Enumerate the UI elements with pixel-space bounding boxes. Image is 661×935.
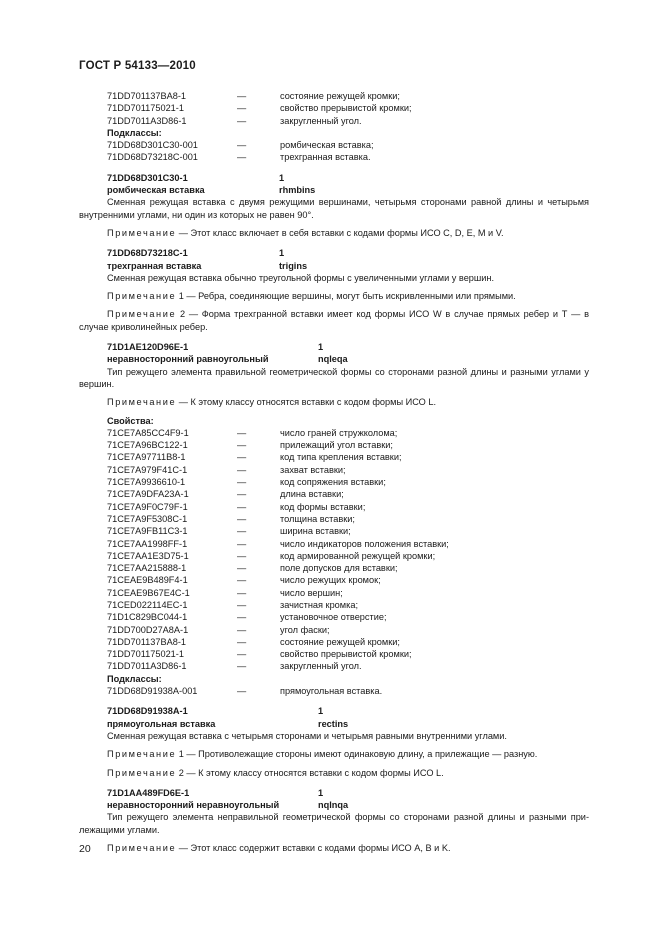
note bbox=[79, 290, 589, 302]
list-item-desc: захват вставки; bbox=[280, 464, 346, 475]
paragraph: Тип режущего элемента неправильной геометрической формы со сторонами разной длины и разными при-лежащими углами. bbox=[79, 812, 589, 835]
list-item bbox=[79, 685, 589, 697]
list-item-dash: — bbox=[237, 464, 247, 475]
list-item-dash: — bbox=[237, 661, 247, 672]
list-item bbox=[79, 624, 589, 636]
class-num: 1 bbox=[318, 342, 324, 353]
list-item-code: 71CE7A85CC4F9-1 bbox=[107, 427, 189, 438]
note bbox=[79, 396, 589, 408]
list-item-code: 71CE7AA215888-1 bbox=[107, 563, 187, 574]
document-body bbox=[79, 90, 589, 854]
class-abbr: nqlnqa bbox=[318, 800, 349, 811]
class-name: трехгранная вставка bbox=[107, 260, 202, 271]
list-item-code: 71CE7A9936610-1 bbox=[107, 477, 186, 488]
list-item bbox=[79, 562, 589, 574]
list-item bbox=[79, 599, 589, 611]
note-label: Примечание bbox=[107, 291, 177, 302]
class-entry-rhombic bbox=[79, 172, 589, 197]
list-item-code: 71D1C829BC044-1 bbox=[107, 612, 188, 623]
list-item-desc: закругленный угол. bbox=[280, 115, 362, 126]
list-item-code: 71CE7AA1998FF-1 bbox=[107, 538, 188, 549]
class-entry-scalene bbox=[79, 341, 589, 366]
list-item-dash: — bbox=[237, 489, 247, 500]
list-item-desc: трехгранная вставка. bbox=[280, 152, 371, 163]
class-abbr: nqleqa bbox=[318, 354, 348, 365]
list-item-dash: — bbox=[237, 612, 247, 623]
list-item-desc: код формы вставки; bbox=[280, 501, 366, 512]
list-item-code: 71DD7011A3D86-1 bbox=[107, 115, 187, 126]
page-number: 20 bbox=[79, 843, 91, 855]
document-header: ГОСТ Р 54133—2010 bbox=[79, 60, 196, 72]
list-item-code: 71CE7A979F41C-1 bbox=[107, 464, 188, 475]
list-item-code: 71CEAE9B489F4-1 bbox=[107, 575, 188, 586]
list-item-desc: код типа крепления вставки; bbox=[280, 452, 402, 463]
list-item-code: 71DD700D27A8A-1 bbox=[107, 624, 189, 635]
class-num: 1 bbox=[279, 248, 285, 259]
list-item bbox=[79, 427, 589, 439]
list-block1 bbox=[79, 90, 589, 127]
list-item-code: 71DD701175021-1 bbox=[107, 103, 184, 114]
list-item-desc: поле допусков для вставки; bbox=[280, 563, 398, 574]
class-code: 71DD68D301C30-1 bbox=[107, 172, 188, 183]
list-item-code: 71CE7A96BC122-1 bbox=[107, 440, 188, 451]
note-label: Примечание bbox=[107, 843, 177, 854]
list-item-desc: толщина вставки; bbox=[280, 513, 355, 524]
list-subclasses2 bbox=[79, 685, 589, 697]
list-subclasses1 bbox=[79, 139, 589, 164]
list-item-desc: число граней стружколома; bbox=[280, 427, 398, 438]
list-item-desc: ромбическая вставка; bbox=[280, 140, 374, 151]
class-entry-irregular bbox=[79, 787, 589, 812]
note bbox=[79, 748, 589, 760]
list-item-code: 71DD7011A3D86-1 bbox=[107, 661, 187, 672]
list-item-dash: — bbox=[237, 140, 247, 151]
note bbox=[79, 308, 589, 333]
paragraph: Сменная режущая вставка обычно треугольной формы с увеличенными углами у вершин. bbox=[107, 272, 495, 283]
list-item bbox=[79, 451, 589, 463]
list-item-code: 71CE7A9F0C79F-1 bbox=[107, 501, 188, 512]
list-item-dash: — bbox=[237, 103, 247, 114]
class-abbr: rectins bbox=[318, 718, 349, 729]
note-text: 1 — Противолежащие стороны имеют одинаковую длину, а прилежащие — разную. bbox=[178, 749, 538, 760]
note-text: 1 — Ребра, соединяющие вершины, могут быть искривленными или прямыми. bbox=[178, 291, 516, 302]
class-code: 71DD68D91938A-1 bbox=[107, 706, 188, 717]
list-item-code: 71DD701175021-1 bbox=[107, 649, 184, 660]
note-label: Примечание bbox=[107, 397, 177, 408]
list-item-dash: — bbox=[237, 686, 247, 697]
class-code: 71D1AA489FD6E-1 bbox=[107, 787, 190, 798]
list-item-dash: — bbox=[237, 636, 247, 647]
list-item bbox=[79, 636, 589, 648]
list-item-code: 71DD68D73218C-001 bbox=[107, 152, 198, 163]
list-item-code: 71CE7A9FB11C3-1 bbox=[107, 526, 188, 537]
list-item bbox=[79, 151, 589, 163]
list-item-dash: — bbox=[237, 440, 247, 451]
list-item-dash: — bbox=[237, 477, 247, 488]
list-item-dash: — bbox=[237, 427, 247, 438]
list-item-desc: установочное отверстие; bbox=[280, 612, 387, 623]
class-code: 71D1AE120D96E-1 bbox=[107, 342, 189, 353]
list-item bbox=[79, 550, 589, 562]
list-item-code: 71DD68D91938A-001 bbox=[107, 686, 198, 697]
class-num: 1 bbox=[318, 706, 324, 717]
list-item bbox=[79, 648, 589, 660]
class-entry-rect bbox=[79, 705, 589, 730]
list-item-code: 71CEAE9B67E4C-1 bbox=[107, 587, 190, 598]
list-item-dash: — bbox=[237, 115, 247, 126]
list-item-desc: прямоугольная вставка. bbox=[280, 686, 383, 697]
paragraph: Сменная режущая вставка с двумя режущими вершинами, четырьмя сторонами равной длины и четырьмя внутренними углами, ни один из которых не равен 90°. bbox=[79, 197, 589, 220]
list-item bbox=[79, 139, 589, 151]
list-item-desc: зачистная кромка; bbox=[280, 599, 358, 610]
list-item-desc: код армированной режущей кромки; bbox=[280, 550, 436, 561]
list-item-desc: длина вставки; bbox=[280, 489, 344, 500]
list-item bbox=[79, 538, 589, 550]
list-item-desc: прилежащий угол вставки; bbox=[280, 440, 393, 451]
note bbox=[79, 842, 589, 854]
list-item-dash: — bbox=[237, 587, 247, 598]
list-item-desc: закругленный угол. bbox=[280, 661, 362, 672]
list-item-desc: число вершин; bbox=[280, 587, 343, 598]
class-name: неравносторонний неравноугольный bbox=[107, 800, 280, 811]
list-item-code: 71CE7A97711B8-1 bbox=[107, 452, 186, 463]
list-item-dash: — bbox=[237, 563, 247, 574]
note bbox=[79, 767, 589, 779]
list-item-desc: свойство прерывистой кромки; bbox=[280, 103, 412, 114]
list-item bbox=[79, 660, 589, 672]
list-item-dash: — bbox=[237, 550, 247, 561]
note-text: — Этот класс включает в себя вставки с кодами формы ИСО С, D, E, M и V. bbox=[178, 227, 504, 238]
list-item-dash: — bbox=[237, 152, 247, 163]
list-item-dash: — bbox=[237, 91, 247, 101]
note-label: Примечание bbox=[107, 309, 177, 320]
class-num: 1 bbox=[318, 787, 324, 798]
list-item-desc: состояние режущей кромки; bbox=[280, 636, 400, 647]
list-item bbox=[79, 464, 589, 476]
list-item-dash: — bbox=[237, 624, 247, 635]
list-item bbox=[79, 90, 589, 102]
list-item-code: 71DD68D301C30-001 bbox=[107, 140, 198, 151]
list-item-dash: — bbox=[237, 599, 247, 610]
class-abbr: rhmbins bbox=[279, 185, 316, 196]
note-text: 2 — Форма трехгранной вставки имеет код формы ИСО W в случае прямых ребер и Т — в случае криволинейных ребер. bbox=[79, 309, 589, 332]
list-item bbox=[79, 102, 589, 114]
class-name: прямоугольная вставка bbox=[107, 718, 216, 729]
list-item bbox=[79, 476, 589, 488]
list-item-code: 71CE7AA1E3D75-1 bbox=[107, 550, 189, 561]
list-item bbox=[79, 525, 589, 537]
subclasses-label: Подклассы: bbox=[107, 673, 162, 684]
list-item-dash: — bbox=[237, 513, 247, 524]
list-item bbox=[79, 439, 589, 451]
class-code: 71DD68D73218C-1 bbox=[107, 248, 188, 259]
list-item bbox=[79, 115, 589, 127]
class-abbr: trigins bbox=[279, 260, 308, 271]
list-item-code: 71DD701137BA8-1 bbox=[107, 636, 186, 647]
list-item-dash: — bbox=[237, 649, 247, 660]
note-label: Примечание bbox=[107, 767, 177, 778]
list-item bbox=[79, 501, 589, 513]
list-item-code: 71DD701137BA8-1 bbox=[107, 91, 186, 101]
class-name: ромбическая вставка bbox=[107, 185, 205, 196]
list-item-code: 71CE7A9F5308C-1 bbox=[107, 513, 188, 524]
list-item-code: 71CE7A9DFA23A-1 bbox=[107, 489, 189, 500]
list-item-dash: — bbox=[237, 526, 247, 537]
list-item bbox=[79, 488, 589, 500]
list-item-dash: — bbox=[237, 501, 247, 512]
class-num: 1 bbox=[279, 172, 285, 183]
list-item-desc: ширина вставки; bbox=[280, 526, 351, 537]
list-item-desc: состояние режущей кромки; bbox=[280, 91, 400, 101]
list-item-dash: — bbox=[237, 575, 247, 586]
class-entry-trigon bbox=[79, 247, 589, 272]
note-text: — Этот класс содержит вставки с кодами формы ИСО А, В и K. bbox=[178, 843, 451, 854]
list-item-code: 71CED022114EC-1 bbox=[107, 599, 188, 610]
list-item-dash: — bbox=[237, 452, 247, 463]
note bbox=[79, 227, 589, 239]
list-item-dash: — bbox=[237, 538, 247, 549]
list-item bbox=[79, 587, 589, 599]
list-item-desc: число индикаторов положения вставки; bbox=[280, 538, 449, 549]
note-label: Примечание bbox=[107, 749, 177, 760]
list-properties bbox=[79, 427, 589, 673]
list-item bbox=[79, 574, 589, 586]
list-item-desc: свойство прерывистой кромки; bbox=[280, 649, 412, 660]
subclasses-label: Подклассы: bbox=[107, 127, 162, 138]
list-item-desc: угол фаски; bbox=[280, 624, 330, 635]
class-name: неравносторонний равноугольный bbox=[107, 354, 269, 365]
list-item-desc: число режущих кромок; bbox=[280, 575, 381, 586]
paragraph: Тип режущего элемента правильной геометрической формы со сторонами разной длины и разными углами у вершин. bbox=[79, 366, 589, 389]
list-item-desc: код сопряжения вставки; bbox=[280, 477, 386, 488]
list-item bbox=[79, 513, 589, 525]
note-label: Примечание bbox=[107, 227, 177, 238]
properties-label: Свойства: bbox=[107, 415, 154, 426]
list-item bbox=[79, 611, 589, 623]
note-text: 2 — К этому классу относятся вставки с кодом формы ИСО L. bbox=[178, 767, 444, 778]
paragraph: Сменная режущая вставка с четырьмя сторонами и четырьмя равными внутренними углами. bbox=[107, 730, 507, 741]
note-text: — К этому классу относятся вставки с кодом формы ИСО L. bbox=[178, 397, 437, 408]
